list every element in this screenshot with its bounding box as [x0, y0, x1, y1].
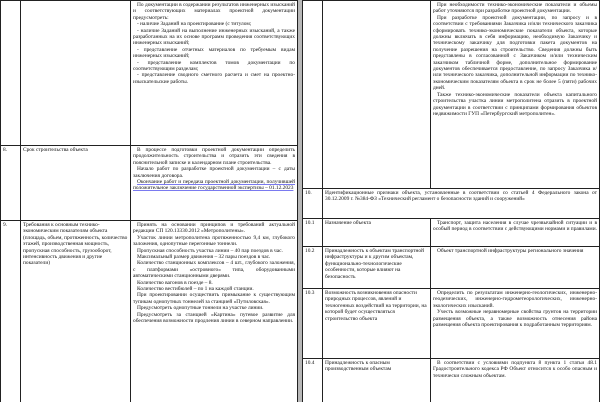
row-number-cell: 10.4: [303, 359, 323, 402]
row-number-cell: [303, 1, 323, 189]
paragraph: По документации в содержании результатов инженерных изысканий и соответствующих материалах проектной документации предусмотреть:: [133, 2, 295, 21]
document-page-left[interactable]: [0, 0, 298, 402]
row-label-cell: Принадлежность к опасным производственным объектам: [323, 359, 431, 402]
row-span-cell: [323, 189, 600, 219]
paragraph: При проектировании осуществить примыкание к существующим тупикам однопутных тоннелей за станцией «Путиловская».: [133, 292, 295, 305]
paragraph: Предусмотреть за станцией «Картина» путевое развитие для обеспечения возможности продления линии в северном направлении.: [133, 311, 295, 325]
row-content-cell: [431, 219, 600, 247]
paragraph: Принять на основании принципов и требований актуальной редакции СП 120.13330.2012 «Метрополитены».: [133, 222, 295, 235]
paragraph: - наличие Заданий на выполнение инженерных изысканий, а также разработанных на их основе программ проведения соответствующих инженерных изысканий;: [133, 27, 295, 47]
row-number-cell: 9.: [1, 221, 21, 402]
paragraph: Количество вагонов в поезде – 8.: [137, 279, 213, 286]
row-number-cell: 10.3: [303, 289, 323, 359]
row-number-cell: 10.1: [303, 219, 323, 247]
paragraph: В соответствии с условиями подпункта 8 пункта 1 статьи 48.1 Градостроительного кодекса РФ Объект относится к особо опасным и технически сложным объектам.: [433, 360, 597, 379]
paragraph: Пропускная способность участка линии – 40 пар поездов в час.: [137, 247, 283, 254]
table-row: [303, 189, 600, 219]
row-content-cell: [431, 1, 600, 189]
paragraph: Окончание работ и передача проектной документации, получившей положительное заключение государственной экспертизы – 01.12.2023: [133, 179, 295, 192]
row-label-cell: Возможность возникновения опасности природных процессов, явлений и техногенных воздействий на территории, на которой будет осуществляться строительство объекта: [323, 289, 431, 359]
requirements-table-right: [302, 0, 600, 402]
document-page-right[interactable]: [302, 0, 600, 402]
paragraph: Количество вестибюлей – по 1 на каждой станции.: [137, 286, 254, 293]
table-row: [303, 247, 600, 289]
row-label-cell: [323, 1, 431, 189]
row-number-cell: 10.: [303, 189, 323, 219]
row-number-cell: 8.: [1, 146, 21, 221]
paragraph: Начало работ по разработке проектной документации – с даты заключения договора.: [133, 166, 295, 179]
paragraph: Объект транспортной инфраструктуры регионального значения: [437, 248, 584, 254]
requirements-table-left: [0, 0, 298, 402]
table-row: [1, 146, 298, 221]
table-row: [303, 1, 600, 189]
table-row: [1, 1, 298, 146]
paragraph: - представление отчетных материалов по требуемым видам инженерных изысканий;: [133, 46, 295, 60]
section-heading: Идентификационные признаки объекта, установленные в соответствии со статьей 4 Федерального закона от 30.12.2009 г. №384-ФЗ «Технический регламент о безопасности зданий и сооружений»: [325, 190, 597, 203]
row-content-cell: [131, 221, 298, 402]
paragraph: В процессе подготовки проектной документации определить продолжительность строительства и отразить эти сведения в пояснительной записке и календарном плане строительства.: [133, 147, 295, 166]
paragraph: Транспорт, защита населения в случае чрезвычайной ситуации и в особый период в соответствии с действующими нормами и правилами.: [433, 220, 597, 233]
paragraph: Также технико-экономические показатели объекта капитального строительства участка линии метрополитена отразить в проектной документации в соответствии с принципами формирования объектов недвижимости ГУП «Петербургский метрополитен».: [433, 91, 597, 117]
paragraph: При необходимости технико-экономические показатели и объемы работ уточняются при разработке проектной документации.: [433, 2, 597, 15]
paragraph: Предусмотреть однопутные тоннели на участке линии.: [137, 305, 264, 312]
table-row: [303, 219, 600, 247]
row-label-cell: Назначение объекта: [323, 219, 431, 247]
paragraph: Максимальный размер движения – 32 пары поездов в час.: [137, 254, 271, 261]
row-content-cell: [431, 359, 600, 402]
paragraph: - наличие Заданий на проектирование (с титулом;: [137, 21, 252, 28]
row-content-cell: [131, 1, 298, 146]
table-row: [303, 289, 600, 359]
paragraph: Участок линии метрополитена протяженностью 9,4 км, глубокого заложения, однопутные перегонные тоннели.: [133, 234, 295, 248]
row-label-cell: [21, 1, 131, 146]
row-content-cell: [131, 146, 298, 221]
paragraph: Определить по результатам инженерно-геологических, инженерно-геодезических, инженерно-гидрометеорологических, инженерно-экологических изысканий.: [433, 290, 597, 309]
row-number-cell: [1, 1, 21, 146]
row-label-cell: Срок строительства объекта: [21, 146, 131, 221]
row-label-cell: Требования к основным технико-экономическим показателям объекта (площадь, объем, протяженность, количество этажей, производственная мощность, пропускная способность, грузооборот, интенсивность движения и другие показатели): [21, 221, 131, 402]
table-row: [1, 221, 298, 402]
paragraph: - представление комплектов томов документации по соответствующим разделам;: [133, 59, 295, 73]
paragraph: - представление сводного сметного расчета и смет на проектно-изыскательские работы.: [133, 72, 295, 85]
paragraph: При разработке проектной документации, по запросу и в соответствии с требованиями Заказчика и/или технического заказчика сформировать технико-экономические показатели объекта, которые должны включать в себя информацию, необходимую Заказчику и техническому заказчику для подготовки пакета документов на получение разрешения на строительство. Сведения должны быть представлены в согласованной с Заказчиком и/или техническим заказчиком табличной форме, дополнительное формирование документов обеспечивается предоставление, по запросу Заказчика и/или технического заказчика, дополнительной информации по технико-экономическим показателям объекта в срок не более 5 (пяти) рабочих дней.: [433, 14, 597, 92]
row-label-cell: Принадлежность к объектам транспортной инфраструктуры и к другим объектам, функционально-технологические особенности, которые влияют на безопасность: [323, 247, 431, 289]
row-content-cell: [431, 289, 600, 359]
paragraph: Количество станционных комплексов – 4 шт., глубокого заложения, с платформами «островного» типа, оборудованными автоматическими станционными дверями.: [133, 260, 295, 280]
paragraph: Учесть возможные неравномерные свойства грунтов на территории размещения объекта, а также возможность отнесения района размещения объекта проектирования к подработанным территориям.: [433, 309, 597, 329]
row-number-cell: 10.2: [303, 247, 323, 289]
table-row: [303, 359, 600, 402]
row-content-cell: [431, 247, 600, 289]
